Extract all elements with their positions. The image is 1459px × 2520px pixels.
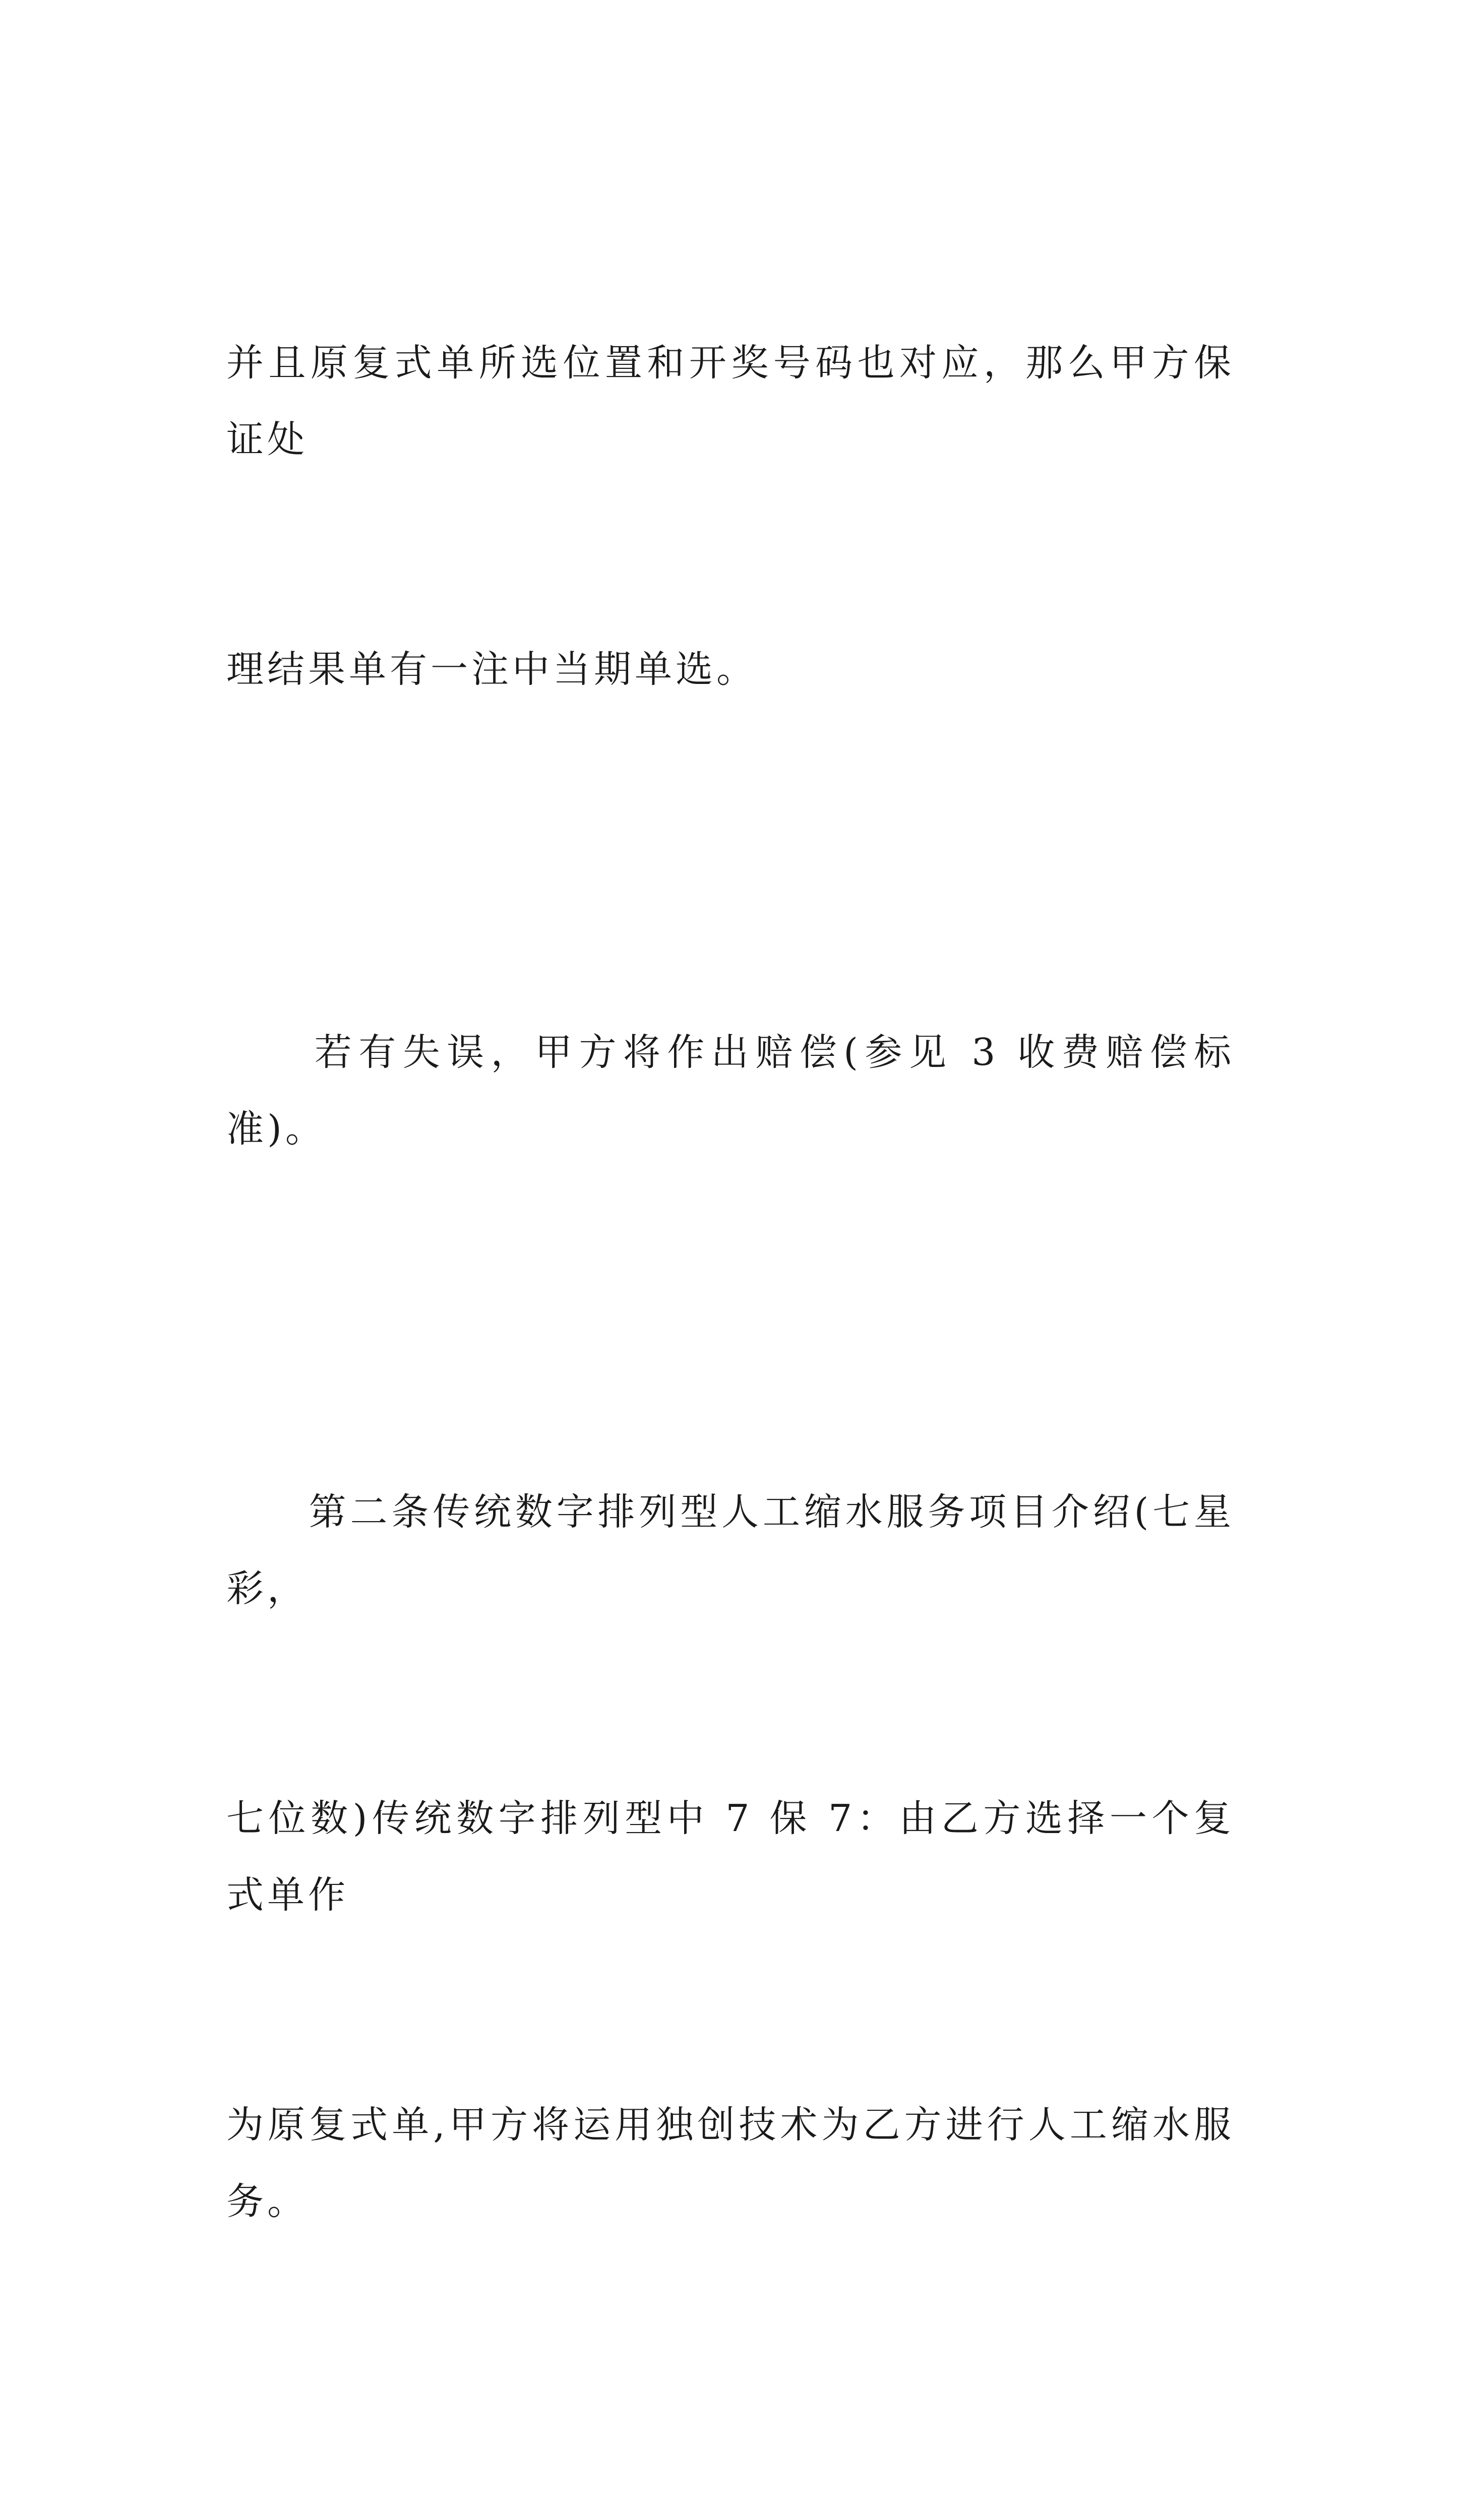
text-line: 为原复式单,甲方将运用独创技术为乙方进行人工缩水服务。 xyxy=(226,2103,1235,2223)
text-line: 第二条传统数字排列型人工缩水服务项目介绍(七星彩， xyxy=(226,1490,1235,1610)
text-line: 并且原复式单所选位置和开奖号码也对应，那么甲方保证处 xyxy=(226,341,1235,461)
text-line: 若有失误，甲方将作出赔偿(参见 3 收费赔偿标准)。 xyxy=(226,1031,1235,1151)
document-body xyxy=(226,171,1235,2520)
paragraph-1 xyxy=(226,171,1235,861)
text-line: 理结果单有一注中当期单选。 xyxy=(226,648,757,691)
paragraph-4 xyxy=(226,2393,1235,2520)
paragraph-3 xyxy=(226,1320,1235,2393)
text-line: 七位数)传统数字排列型中 7 保 7：由乙方选择一个复式单作 xyxy=(226,1797,1235,1917)
paragraph-2 xyxy=(226,861,1235,1320)
